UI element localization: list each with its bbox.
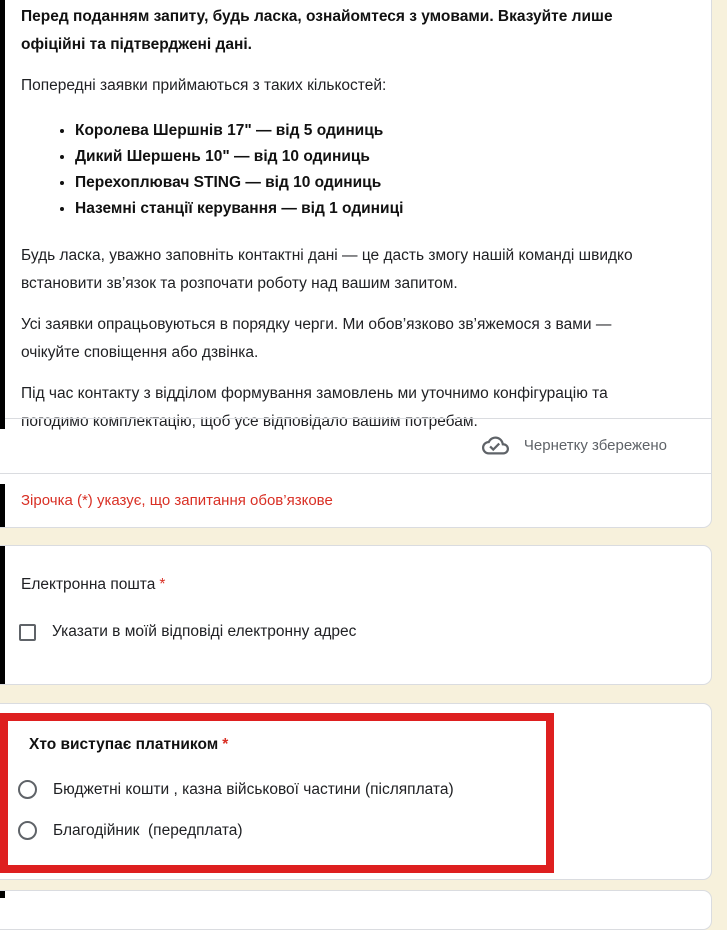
description-paragraph-contact: Будь ласка, уважно заповніть контактні дані — це дасть змогу нашій команді швидко встановити зв’язок та розпочати роботу над вашим запитом. bbox=[21, 247, 633, 292]
required-note: Зірочка (*) указує, що запитання обов’язкове bbox=[21, 492, 333, 509]
include-email-checkbox[interactable] bbox=[19, 624, 36, 641]
radio-button-icon[interactable] bbox=[18, 821, 37, 840]
list-item: • Наземні станції керування — від 1 одиниці bbox=[75, 196, 651, 222]
draft-saved-status[interactable] bbox=[0, 418, 711, 473]
payer-option-budget[interactable] bbox=[18, 780, 454, 799]
form-description-text bbox=[0, 0, 681, 436]
payer-question-card bbox=[0, 703, 712, 880]
screenshot-edge-strip bbox=[0, 891, 5, 898]
payer-question-title bbox=[29, 736, 228, 754]
payer-question-label: Хто виступає платником bbox=[29, 736, 219, 753]
include-email-checkbox-label: Указати в моїй відповіді електронну адрес bbox=[52, 623, 357, 640]
list-item: • Дикий Шершень 10" — від 10 одиниць bbox=[75, 144, 651, 170]
next-question-card bbox=[0, 890, 712, 930]
description-paragraph-config: Під час контакту з відділом формування замовлень ми уточнимо конфігурацію та погодимо комплектацію, щоб усе відповідало вашим потребам. bbox=[21, 385, 608, 430]
screenshot-edge-strip bbox=[0, 484, 5, 527]
payer-option-benefactor[interactable] bbox=[18, 821, 243, 840]
include-email-checkbox-row[interactable] bbox=[19, 623, 356, 641]
quantity-list bbox=[21, 118, 651, 222]
required-asterisk: * bbox=[222, 736, 229, 753]
description-paragraph-queue: Усі заявки опрацьовуються в порядку черги. Ми обов’язково зв’яжемося з вами — очікуйте сповіщення або дзвінка. bbox=[21, 316, 612, 361]
payer-option-label: Бюджетні кошти , казна військової частини (післяплата) bbox=[53, 780, 454, 798]
required-asterisk: * bbox=[159, 576, 166, 593]
radio-button-icon[interactable] bbox=[18, 780, 37, 799]
screenshot-edge-strip bbox=[0, 0, 5, 429]
payer-option-label: Благодійник (передплата) bbox=[53, 821, 243, 839]
email-question-title bbox=[21, 576, 165, 594]
cloud-done-icon bbox=[482, 432, 509, 459]
description-paragraph-lead: Попередні заявки приймаються з таких кількостей: bbox=[21, 77, 387, 94]
description-paragraph-terms: Перед поданням запиту, будь ласка, ознайомтеся з умовами. Вказуйте лише офіційні та підтверджені дані. bbox=[21, 8, 613, 53]
screenshot-edge-strip bbox=[0, 546, 5, 684]
email-question-card bbox=[0, 545, 712, 685]
list-item: • Перехоплювач STING — від 10 одиниць bbox=[75, 170, 651, 196]
draft-saved-label: Чернетку збережено bbox=[523, 437, 667, 454]
list-item: • Королева Шершнів 17" — від 5 одиниць bbox=[75, 118, 651, 144]
email-question-label: Електронна пошта bbox=[21, 576, 156, 593]
